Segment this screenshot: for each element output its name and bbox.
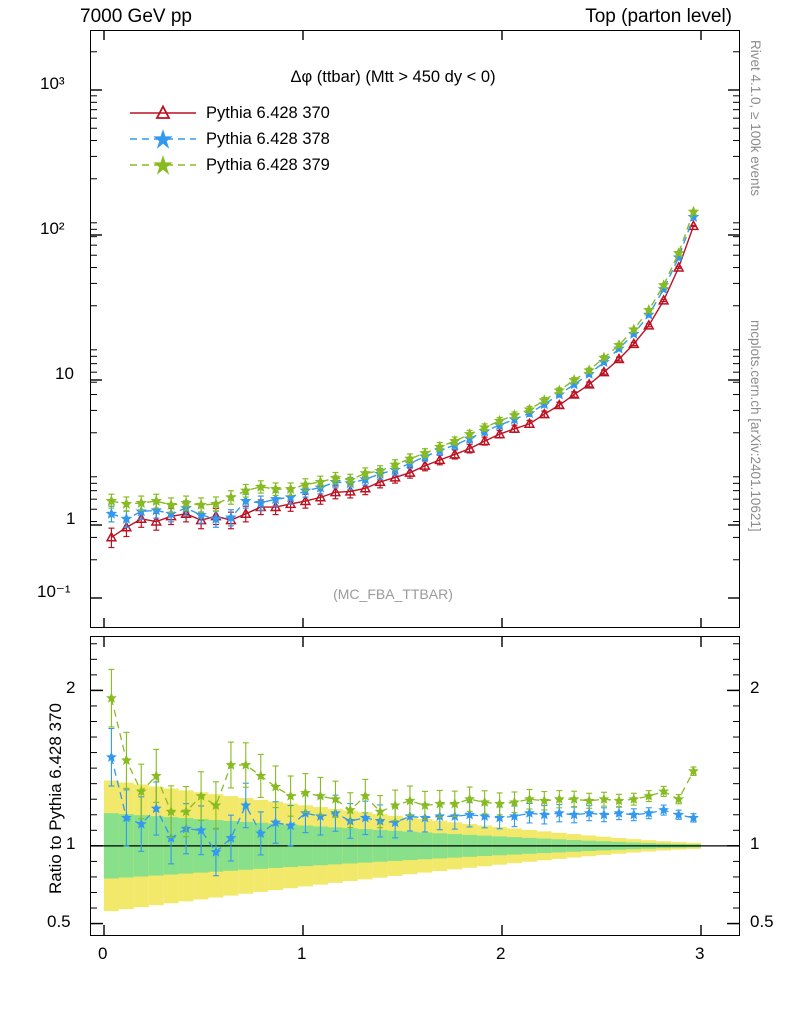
side-text-arxiv: mcplots.cern.ch [arXiv:2401.10621] [748, 320, 763, 532]
xtick-0: 0 [98, 944, 108, 963]
ratio-ytick-left-2: 2 [66, 678, 76, 698]
legend-swatch-2 [130, 155, 196, 175]
side-text-rivet: Rivet 4.1.0, ≥ 100k events [748, 40, 763, 196]
main-ytick-3: 10³ [40, 74, 65, 93]
ratio-plot-svg [90, 636, 740, 936]
legend-label-1: Pythia 6.428 378 [206, 129, 330, 148]
ratio-plot-area [90, 636, 740, 936]
legend-label-2: Pythia 6.428 379 [206, 155, 330, 174]
main-ytick-0: 1 [66, 509, 76, 528]
legend-item-1 [130, 126, 330, 152]
legend [130, 100, 330, 178]
ratio-ytick-right-1: 1 [750, 833, 760, 853]
watermark-label: (MC_FBA_TTBAR) [333, 586, 453, 602]
main-ytick-1: 10 [55, 364, 74, 383]
legend-swatch-1 [130, 129, 196, 149]
ratio-ytick-right-2: 2 [750, 678, 760, 698]
ratio-ytick-right-05: 0.5 [750, 911, 774, 931]
legend-item-2 [130, 152, 330, 178]
ratio-ytick-left-1: 1 [66, 833, 76, 853]
xtick-1: 1 [297, 944, 307, 963]
header-left: 7000 GeV pp [80, 6, 192, 27]
xtick-3: 3 [695, 944, 705, 963]
legend-swatch-0 [130, 103, 196, 123]
header-right: Top (parton level) [585, 6, 732, 27]
main-ytick-m1: 10⁻¹ [37, 582, 71, 601]
ratio-axis-label: Ratio to Pythia 6.428 370 [46, 703, 65, 894]
legend-item-0 [130, 100, 330, 126]
legend-label-0: Pythia 6.428 370 [206, 103, 330, 122]
xtick-2: 2 [496, 944, 506, 963]
ratio-ytick-left-05: 0.5 [47, 911, 71, 931]
main-title: Δφ (ttbar) (Mtt > 450 dy < 0) [290, 68, 496, 86]
main-ytick-2: 10² [40, 219, 65, 238]
